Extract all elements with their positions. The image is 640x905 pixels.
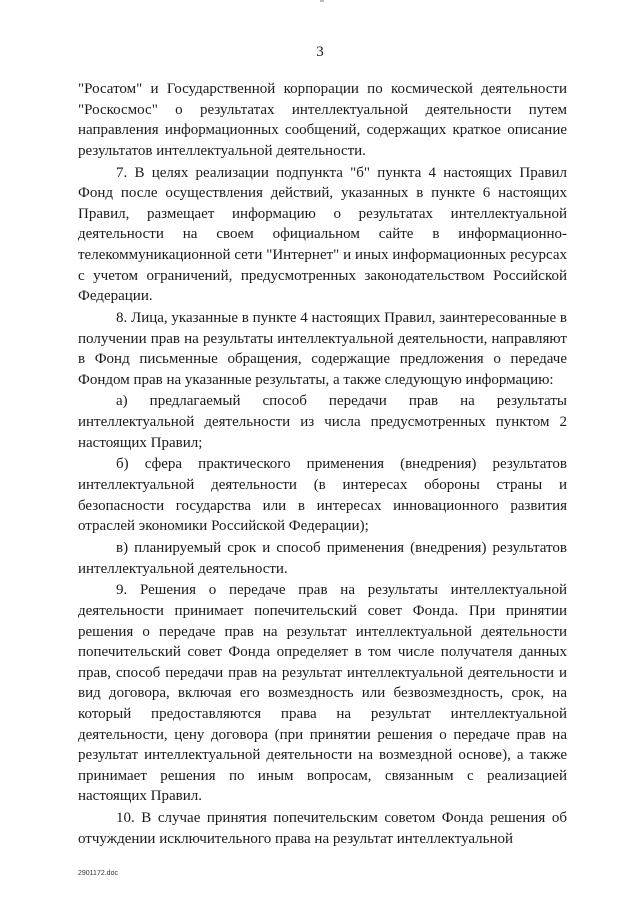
paragraph-9: 9. Решения о передаче прав на результаты интеллектуальной деятельности принимает попечительский совет Фонда. При принятии решения о передаче прав на результат интеллектуальной деятельности попечительский совет Фонда определяет в том числе получателя данных прав, способ передачи прав на результат интеллектуальной деятельности и вид договора, включая его возмездность или безвозмездность, срок, на который предоставляются права на результат интеллектуальной деятельности, цену договора (при принятии решения о передаче прав на результат интеллектуальной деятельности на возмездной основе), а также принимает решения по иным вопросам, связанным с реализацией настоящих Правил. [78,582,567,805]
paragraph-8-item-a: а) предлагаемый способ передачи прав на результаты интеллектуальной деятельности из числа предусмотренных пунктом 2 настоящих Правил; [78,393,567,451]
page-number: 3 [316,44,324,60]
paragraph-8: 8. Лица, указанные в пункте 4 настоящих Правил, заинтересованные в получении прав на результаты интеллектуальной деятельности, направляют в Фонд письменные обращения, содержащие предложения о передаче Фондом прав на указанные результаты, а также следующую информацию: [78,309,567,388]
footer-document-code: 2901172.doc [78,870,118,877]
paragraph-8-item-v: в) планируемый срок и способ применения (внедрения) результатов интеллектуальной деятельности. [78,540,567,577]
paragraph-continuation: "Росатом" и Государственной корпорации по космической деятельности "Роскосмос" о результатах интеллектуальной деятельности путем направления информационных сообщений, содержащих краткое описание результатов интеллектуальной деятельности. [78,81,567,159]
paragraph-8-item-b: б) сфера практического применения (внедрения) результатов интеллектуальной деятельности (в интересах обороны страны и безопасности государства или в интересах инновационного развития отраслей экономики Российской Федерации); [78,456,567,535]
scan-mark [320,0,324,2]
document-body [78,79,567,850]
paragraph-10: 10. В случае принятия попечительским советом Фонда решения об отчуждении исключительного права на результат интеллектуальной [78,810,567,847]
paragraph-7: 7. В целях реализации подпункта "б" пункта 4 настоящих Правил Фонд после осуществления действий, указанных в пункте 6 настоящих Правил, размещает информацию о результатах интеллектуальной деятельности на своем официальном сайте в информационно-телекоммуникационной сети "Интернет" и иных информационных ресурсах с учетом ограничений, предусмотренных законодательством Российской Федерации. [78,164,567,305]
